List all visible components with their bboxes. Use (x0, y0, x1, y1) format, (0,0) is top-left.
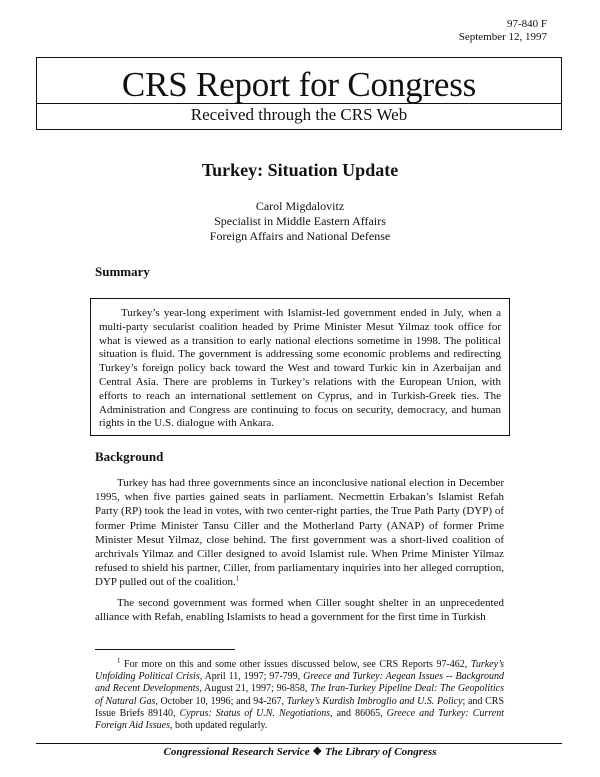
author-title: Specialist in Middle Eastern Affairs (214, 214, 386, 228)
footnote-citation-title: Greece and Turkey: Current Foreign Aid Issues (95, 707, 504, 732)
report-date: September 12, 1997 (458, 31, 547, 43)
footer-divider (36, 743, 562, 744)
document-id-block (459, 18, 547, 44)
summary-heading: Summary (95, 264, 150, 279)
author-block (0, 199, 600, 244)
footnote (95, 656, 505, 732)
report-number: 97-840 F (506, 18, 547, 30)
footnote-divider (95, 649, 235, 650)
footnote-text: , October 10, 1996; and 94-267, (155, 695, 287, 707)
footnote-citation-title: The Iran-Turkey Pipeline Deal: The Geopolitics of Natural Gas (95, 683, 504, 707)
diamond-separator-icon: ❖ (312, 746, 323, 758)
page-footer (0, 746, 600, 759)
author-name: Carol Migdalovitz (255, 199, 345, 213)
background-paragraph-1-text: Turkey has had three governments since an inconclusive national election in December 1995, when five parties gained seats in parliament. Necmettin Erbakan’s Islamist Refah Party (RP) took the lead in votes, with two center-right parties, the True Path Party (DYP) of former Prime Minister Tansu Ciller and the Motherland Party (ANAP) of former Prime Minister Mesut Yilmaz, close behind. The first government was a short-lived coalition of archrivals Yilmaz and Ciller designed to avoid Islamist rule. When Prime Minister Yilmaz refused to shield his partner, Ciller, from parliamentary inquiries into her alleged corruption, DYP pulled out of the coalition. (95, 477, 504, 589)
footnote-text: , both updated regularly. (170, 720, 268, 732)
footer-publisher: Congressional Research Service (163, 746, 310, 758)
footnote-citation-title: Greece and Turkey: Aegean Issues -- Background and Recent Developments (95, 671, 504, 695)
background-heading: Background (95, 449, 164, 464)
report-title: Turkey: Situation Update (201, 160, 399, 180)
footnote-citation-title: Turkey’s Kurdish Imbroglio and U.S. Policy (286, 695, 463, 707)
footnote-text: , April 11, 1997; 97-799, (199, 671, 304, 683)
footnote-reference: 1 (235, 574, 240, 583)
footnote-citation-title: Turkey’s Unfolding Political Crisis (95, 659, 504, 683)
background-paragraph-1 (95, 476, 504, 590)
summary-text: Turkey’s year-long experiment with Islamist-led government ended in July, when a multi-party secularist coalition headed by Prime Minister Mesut Yilmaz took office for what is viewed as a transition to early national elections sometime in 1998. The political situation is fluid. The government is addressing some economic problems and redirecting Turkey’s foreign policy back toward the West and toward Turkic kin in Azerbaijan and Central Asia. There are problems in Turkey’s relations with the European Union, with efforts to reach an international settlement on Cyprus, and in Turkish-Greek ties. The Administration and Congress are continuing to focus on security, democracy, and human rights in the U.S. dialogue with Ankara. (99, 307, 501, 430)
background-paragraph-2: The second government was formed when Ciller sought shelter in an unprecedented alliance with Refah, enabling Islamists to head a government for the first time in Turkish (95, 597, 504, 624)
footnote-text: , August 21, 1997; 96-858, (199, 683, 311, 695)
masthead-title: CRS Report for Congress (121, 65, 477, 104)
author-division: Foreign Affairs and National Defense (209, 229, 391, 243)
summary-box (90, 298, 510, 436)
footnote-marker: 1 (117, 656, 121, 665)
footnote-citation-title: Cyprus: Status of U.N. Negotiations (179, 707, 331, 719)
footnote-text: ; and CRS Issue Briefs 89140, (95, 695, 505, 719)
masthead-subtitle: Received through the CRS Web (190, 105, 408, 124)
footnote-text: For more on this and some other issues discussed below, see CRS Reports 97-462, (120, 659, 471, 670)
footnote-text: , and 86065, (330, 707, 387, 719)
footer-library: The Library of Congress (324, 746, 437, 758)
masthead-box (36, 57, 562, 130)
masthead-divider (37, 103, 561, 104)
